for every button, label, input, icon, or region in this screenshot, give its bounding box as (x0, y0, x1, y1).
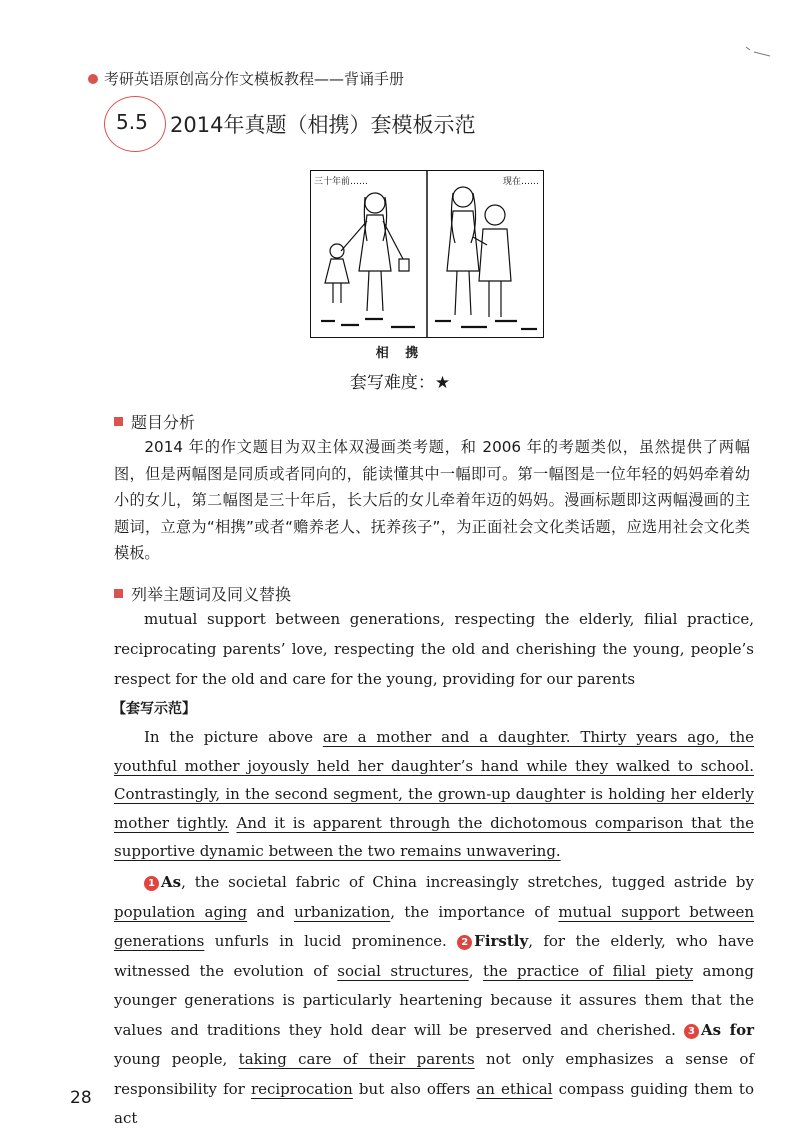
underlined-phrase: the practice of filial piety (482, 961, 694, 980)
running-header-text: 考研英语原创高分作文模板教程——背诵手册 (104, 70, 405, 88)
synonyms-heading-text: 列举主题词及同义替换 (131, 585, 292, 604)
difficulty-rating: 套写难度：★ (349, 373, 451, 393)
section-title: 2014年真题（相携）套模板示范 (170, 113, 476, 137)
text-run: young people, (114, 1050, 239, 1068)
section-number: 5.5 (116, 110, 148, 134)
square-bullet-icon (114, 589, 123, 598)
section-heading (104, 96, 524, 156)
page-number: 28 (70, 1088, 92, 1108)
underlined-phrase: an ethical (476, 1079, 553, 1098)
left-panel-label: 三十年前…… (314, 177, 369, 187)
cartoon-figure (310, 170, 544, 338)
number-circle-icon: 3 (684, 1024, 699, 1039)
corner-scribble (744, 44, 772, 58)
text-run (229, 814, 237, 832)
text-run: compass guiding them to act (114, 1079, 754, 1127)
number-circle-icon: 1 (144, 876, 159, 891)
analysis-heading-text: 题目分析 (131, 413, 196, 432)
keyword: As for (701, 1020, 754, 1039)
synonyms-heading (114, 582, 291, 605)
text-run: unfurls in lucid prominence. (204, 932, 458, 950)
underlined-phrase: taking care of their parents (238, 1050, 475, 1068)
underlined-phrase: reciprocation (250, 1079, 353, 1098)
model-paragraph-1 (114, 723, 754, 866)
text-run: , (468, 961, 483, 980)
keyword: Firstly (474, 932, 529, 950)
right-panel-label: 现在…… (502, 177, 539, 187)
underlined-phrase: And it is apparent through the dichotomous comparison that the supportive dynamic between the two remains unwavering. (114, 813, 755, 860)
underlined-phrase: urbanization (294, 902, 391, 921)
bullet-dot-icon (88, 74, 98, 84)
analysis-paragraph: 2014 年的作文题目为双主体双漫画类考题，和 2006 年的考题类似，虽然提供了两幅图，但是两幅图是同质或者同向的，能读懂其中一幅即可。第一幅图是一位年轻的妈妈牵着幼小的女儿，第二幅图是三十年后，长大后的女儿牵着年迈的妈妈。漫画标题即这两幅漫画的主题词，立意为“相携”或者“赡养老人、抚养孩子”，为正面社会文化类话题，应选用社会文化类模板。 (114, 438, 750, 562)
running-header (88, 68, 404, 89)
underlined-phrase: population aging (114, 902, 248, 921)
square-bullet-icon (114, 417, 123, 426)
model-essay-tag: 【套写示范】 (112, 701, 196, 717)
underlined-phrase: social structures (337, 961, 469, 980)
text-run: , the importance of (390, 902, 559, 921)
text-run: , the societal fabric of China increasingly stretches, tugged astride by (181, 873, 754, 891)
text-run: , for the elderly, who have witnessed the evolution of (114, 932, 754, 980)
analysis-heading (114, 410, 195, 433)
synonyms-paragraph: mutual support between generations, respecting the elderly, filial practice, reciprocating parents’ love, respecting the old and cherishing the young, people’s respect for the old and care for the young, providing for our parents (114, 610, 754, 688)
model-paragraph-2 (114, 868, 754, 1134)
figure-caption: 相 携 (375, 346, 425, 361)
underlined-phrase: are a mother and a daughter. Thirty years ago, the youthful mother joyously held her daughter’s hand while they walked to school. Contrastingly, in the second segment, the grown-up daughter is holding her elderly mother tightly. (114, 728, 754, 832)
text-run: and (247, 902, 295, 921)
text-run: not only emphasizes a sense of responsibility for (114, 1050, 754, 1098)
text-run: In the picture above (144, 728, 323, 746)
text-run: among younger generations is particularly heartening because it assures them that the values and traditions they hold dear will be preserved and cherished. (114, 961, 755, 1039)
underlined-phrase: mutual support between generations (114, 902, 754, 950)
text-run: but also offers (352, 1079, 477, 1098)
keyword: As (161, 873, 182, 891)
number-circle-icon: 2 (457, 935, 472, 950)
cartoon-drawing (311, 171, 543, 337)
